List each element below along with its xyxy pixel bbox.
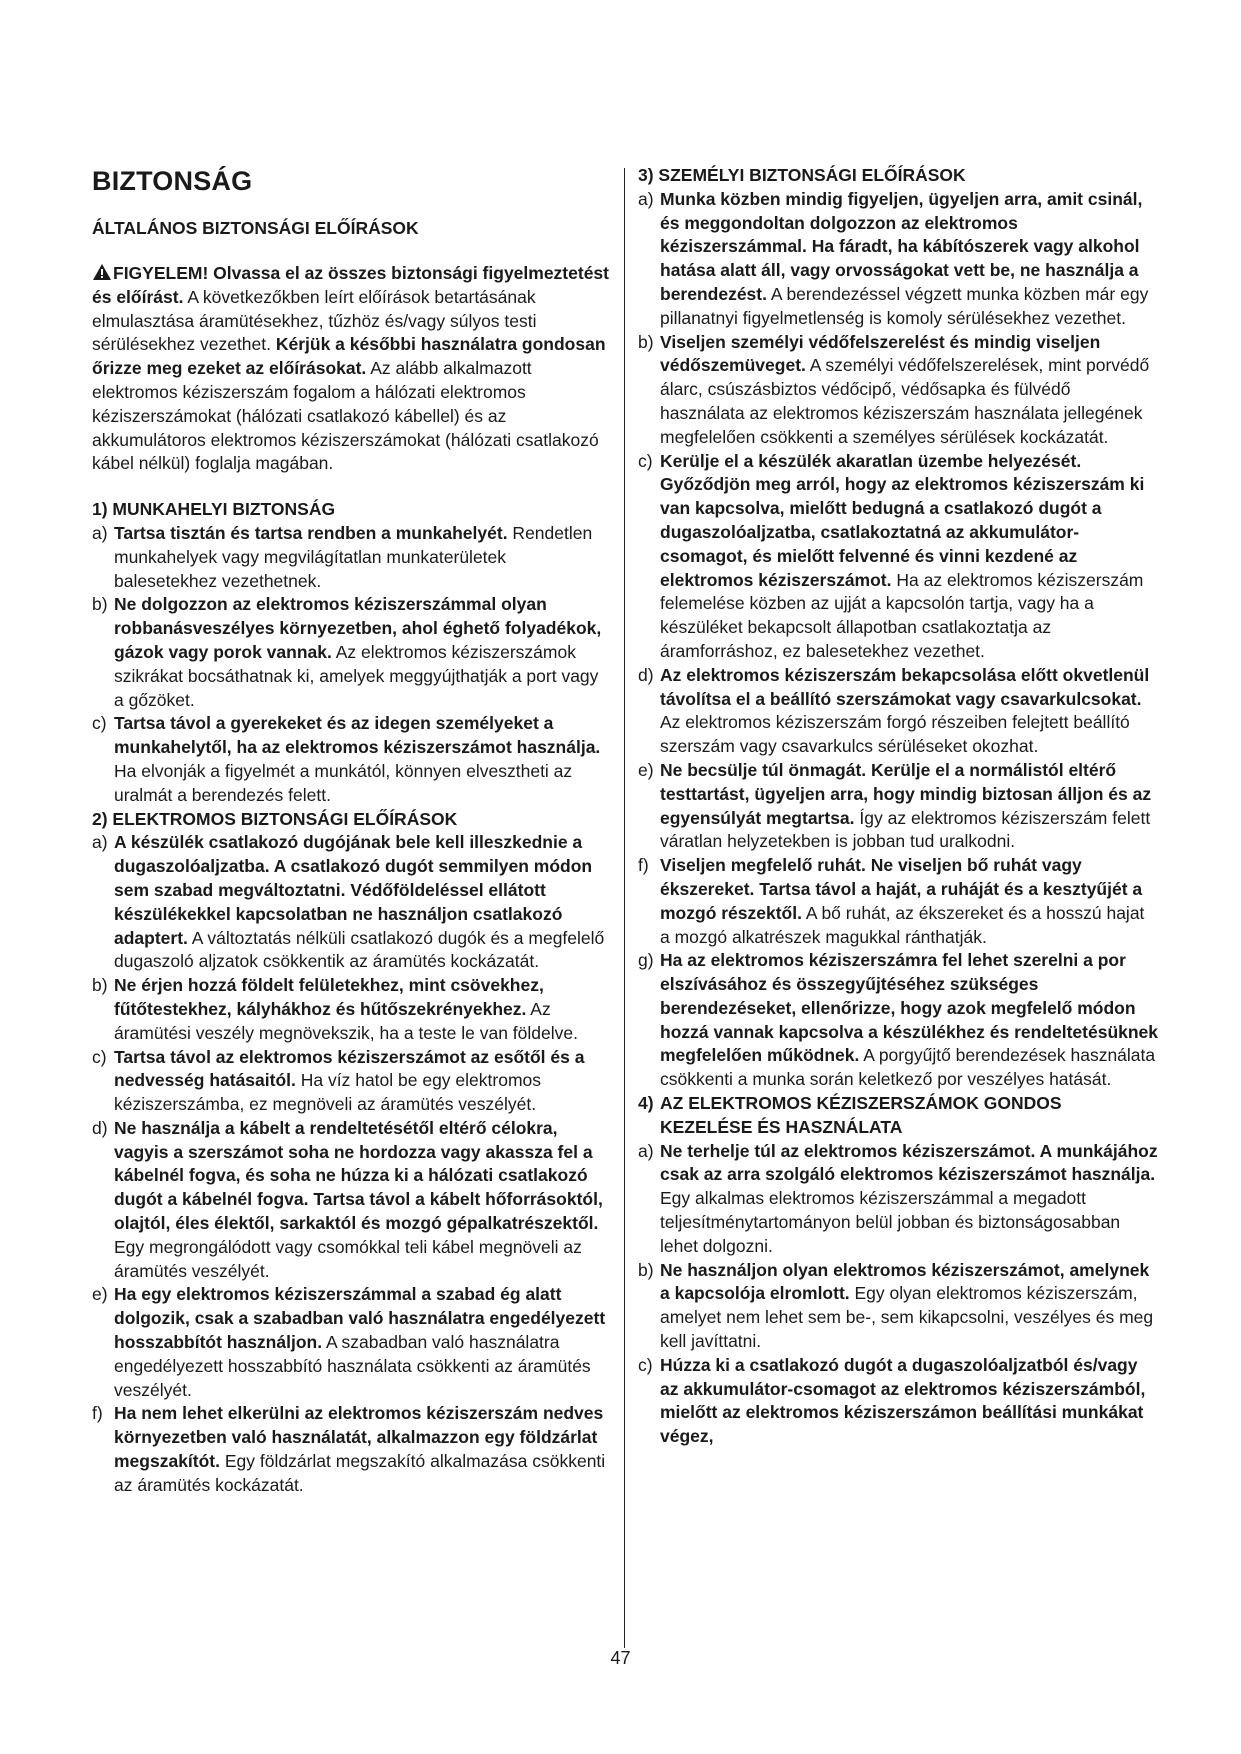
item-normal-text: A változtatás nélküli csatlakozó dugók és a megfelelő dugaszoló aljzatok csökkentik az áramütés kockázatát. xyxy=(114,927,605,972)
item-normal-text: Ha elvonják a figyelmét a munkától, könnyen elvesztheti az uralmát a berendezés felett. xyxy=(114,760,573,805)
item-text xyxy=(660,949,1158,1092)
item-bold-text: Munka közben mindig figyeljen, ügyeljen arra, amit csinál, és meggondoltan dolgozzon az elektromos kéziszerszámmal. Ha fáradt, ha kábítószerek vagy alkohol hatása alatt áll, vagy orvosságokat vett be, ne használja a berendezést. xyxy=(660,188,1143,304)
item-label: e) xyxy=(92,1284,108,1305)
column-divider xyxy=(624,168,625,1648)
item-bold-text: Ne használjon olyan elektromos kéziszerszámot, amelynek a kapcsolója elromlott. xyxy=(660,1259,1150,1304)
list-item xyxy=(638,450,1158,664)
section-2-list xyxy=(92,831,612,1497)
item-text xyxy=(660,664,1158,759)
item-text xyxy=(660,854,1158,949)
item-text xyxy=(114,831,612,974)
item-label: d) xyxy=(92,1117,108,1138)
item-label: f) xyxy=(638,855,649,876)
item-label: a) xyxy=(638,1140,654,1161)
item-bold-text: Viseljen személyi védőfelszerelést és mindig viseljen védőszemüveget. xyxy=(660,331,1101,376)
item-label: d) xyxy=(638,664,654,685)
list-item xyxy=(92,712,612,807)
section-heading-3: 3) SZEMÉLYI BIZTONSÁGI ELŐÍRÁSOK xyxy=(638,165,966,185)
item-normal-text: Az áramütési veszély megnövekszik, ha a teste le van földelve. xyxy=(114,998,578,1043)
section-3-list xyxy=(638,188,1158,1092)
list-item xyxy=(638,188,1158,331)
item-normal-text: Az elektromos kéziszerszám forgó részeiben felejtett beállító szerszám vagy csavarkulcs sérüléseket okozhat. xyxy=(660,712,1130,757)
item-text xyxy=(114,1402,612,1497)
item-text xyxy=(660,450,1158,664)
item-normal-text: A személyi védőfelszerelések, mint porvédő álarc, csúszásbiztos védőcipő, védősapka és fülvédő használata az elektromos kéziszerszám használata jellegének megfelelően csökkenti a személyes sérülések kockázatát. xyxy=(660,355,1150,447)
item-label: a) xyxy=(638,188,654,209)
item-label: a) xyxy=(92,832,108,853)
item-text xyxy=(660,1354,1158,1449)
right-column xyxy=(638,164,1158,1449)
item-label: c) xyxy=(92,713,107,734)
list-item xyxy=(638,1140,1158,1259)
item-bold-text: Ha nem lehet elkerülni az elektromos kéziszerszám nedves környezetben való használatát, alkalmazzon egy földzárlat megszakítót. xyxy=(114,1403,604,1472)
item-text xyxy=(114,1283,612,1402)
item-bold-text: A készülék csatlakozó dugójának bele kell illeszkednie a dugaszolóaljzatba. A csatlakozó dugót semmilyen módon sem szabad megváltoztatni. Védőföldeléssel ellátott készülékekkel kapcsolatban ne használjon csatlakozó adaptert. xyxy=(114,832,593,948)
page-title: BIZTONSÁG xyxy=(92,166,253,196)
item-label: b) xyxy=(638,331,654,352)
list-item xyxy=(638,1354,1158,1449)
item-label: g) xyxy=(638,950,654,971)
item-normal-text: Az elektromos kéziszerszámok szikrákat bocsáthatnak ki, amelyek meggyújthatják a port vagy a gőzöket. xyxy=(114,641,599,710)
item-normal-text: A berendezéssel végzett munka közben már egy pillanatnyi figyelmetlenség is komoly sérülésekhez vezethet. xyxy=(660,283,1149,328)
item-label: c) xyxy=(638,450,653,471)
item-normal-text: Egy alkalmas elektromos kéziszerszámmal a megadott teljesítménytartományon belül jobban és biztonságosabban lehet dolgozni. xyxy=(660,1188,1121,1256)
section-1-list xyxy=(92,522,612,808)
section-4-label: 4) xyxy=(638,1093,654,1114)
item-text xyxy=(114,712,612,807)
item-label: f) xyxy=(92,1403,103,1424)
item-normal-text: A szabadban való használatra engedélyezett hosszabbító használata csökkenti az áramütés veszélyét. xyxy=(114,1332,591,1400)
item-text xyxy=(114,593,612,712)
item-normal-text: Egy olyan elektromos kéziszerszám, amelyet nem lehet sem be-, sem kikapcsolni, veszélyes és meg kell javíttatni. xyxy=(660,1283,1154,1352)
item-bold-text: Ha az elektromos kéziszerszámra fel lehet szerelni a por elszívásához és összegyűjtéséhez szükséges berendezéseket, ellenőrizze, hogy azok megfelelő módon hozzá vannak kapcsolva a készülékhez és rendeltetésüknek megfelelően működnek. xyxy=(660,950,1159,1066)
item-text xyxy=(660,1140,1158,1259)
item-normal-text: A porgyűjtő berendezések használata csökkenti a munka során keletkező por veszélyes hatását. xyxy=(660,1045,1156,1090)
item-normal-text: Rendetlen munkahelyek vagy megvilágítatlan munkaterületek balesetekhez vezethetnek. xyxy=(114,522,593,591)
item-text xyxy=(660,759,1158,854)
item-text xyxy=(114,1117,612,1284)
item-text xyxy=(114,1046,612,1117)
item-normal-text: Egy megrongálódott vagy csomókkal teli kábel megnöveli az áramütés veszélyét. xyxy=(114,1236,582,1281)
item-normal-text: Így az elektromos kéziszerszám felett váratlan helyzetekben is jobban tud uralkodni. xyxy=(660,807,1151,852)
list-item xyxy=(638,854,1158,949)
section-subtitle: ÁLTALÁNOS BIZTONSÁGI ELŐÍRÁSOK xyxy=(92,218,419,238)
warning-text-1: A következőkben leírt előírások betartásának elmulasztása áramütésekhez, tűzhöz és/vagy súlyos testi sérülésekhez vezethet. xyxy=(92,286,537,355)
item-bold-text: Ne dolgozzon az elektromos kéziszerszámmal olyan robbanásveszélyes környezetben, ahol éghető folyadékok, gázok vagy porok vannak. xyxy=(114,594,602,662)
section-4-list xyxy=(638,1140,1158,1449)
list-item xyxy=(638,949,1158,1092)
item-text xyxy=(660,331,1158,450)
item-normal-text: Egy földzárlat megszakító alkalmazása csökkenti az áramütés kockázatát. xyxy=(114,1451,606,1495)
item-bold-text: Ha egy elektromos kéziszerszámmal a szabad ég alatt dolgozik, csak a szabadban való használatra engedélyezett hosszabbítót használjon. xyxy=(114,1284,606,1353)
item-bold-text: Viseljen megfelelő ruhát. Ne viseljen bő ruhát vagy ékszereket. Tartsa távol a haját, a ruháját és a kesztyűjét a mozgó részektől. xyxy=(660,855,1143,923)
section-heading-2: 2) ELEKTROMOS BIZTONSÁGI ELŐÍRÁSOK xyxy=(92,808,458,829)
item-bold-text: Húzza ki a csatlakozó dugót a dugaszolóaljzatból és/vagy az akkumulátor-csomagot az elektromos kéziszerszámból, mielőtt az elektromos kéziszerszámon beállítási munkákat végez, xyxy=(660,1354,1146,1447)
section-heading-1: 1) MUNKAHELYI BIZTONSÁG xyxy=(92,499,336,520)
list-item xyxy=(92,1402,612,1497)
item-normal-text: Ha az elektromos kéziszerszám felemelése közben az ujját a kapcsolón tartja, vagy ha a készüléket bekapcsolt állapotban csatlakoztatja az áramforráshoz, ez balesetekhez vezethet. xyxy=(660,569,1144,661)
item-bold-text: Ne becsülje túl önmagát. Kerülje el a normálistól eltérő testtartást, ügyeljen arra, hogy mindig biztosan álljon és az egyensúlyát megtartsa. xyxy=(660,759,1152,828)
list-item xyxy=(92,593,612,712)
list-item xyxy=(638,759,1158,854)
item-label: b) xyxy=(92,975,108,996)
item-text xyxy=(660,1259,1158,1354)
list-item xyxy=(638,664,1158,759)
item-label: c) xyxy=(92,1046,107,1067)
list-item xyxy=(638,331,1158,450)
item-text xyxy=(114,522,612,593)
warning-bold-1: FIGYELEM! Olvassa el az összes biztonsági figyelmeztetést és előírást. xyxy=(92,263,609,307)
section-heading-4 xyxy=(638,1092,1158,1140)
item-normal-text: Ha víz hatol be egy elektromos kéziszerszámba, ez megnöveli az áramütés veszélyét. xyxy=(114,1070,542,1115)
item-normal-text: A bő ruhát, az ékszereket és a hosszú hajat a mozgó alkatrészek magukkal ránthatják. xyxy=(660,902,1145,947)
list-item xyxy=(92,522,612,593)
list-item xyxy=(92,1283,612,1402)
item-label: c) xyxy=(638,1354,653,1375)
item-label: b) xyxy=(638,1259,654,1280)
item-bold-text: Tartsa tisztán és tartsa rendben a munkahelyét. xyxy=(114,522,508,543)
item-bold-text: Az elektromos kéziszerszám bekapcsolása előtt okvetlenül távolítsa el a beállító szerszámokat vagy csavarkulcsokat. xyxy=(660,664,1150,709)
item-text xyxy=(660,188,1158,331)
section-4-title: AZ ELEKTROMOS KÉZISZERSZÁMOK GONDOS KEZELÉSE ÉS HASZNÁLATA xyxy=(660,1093,1062,1137)
page-number: 47 xyxy=(610,1648,631,1668)
item-text xyxy=(114,974,612,1045)
warning-text-2: Az alább alkalmazott elektromos kéziszerszám fogalom a hálózati elektromos kéziszerszámokat (hálózati csatlakozó kábellel) és az akkumulátoros elektromos kéziszerszámokat (hálózati csatlakozó kábel nélkül) foglalja magában. xyxy=(92,358,599,474)
warning-paragraph xyxy=(92,262,612,476)
list-item xyxy=(92,1046,612,1117)
item-bold-text: Tartsa távol a gyerekeket és az idegen személyeket a munkahelytől, ha az elektromos kéziszerszámot használja. xyxy=(114,713,601,758)
list-item xyxy=(92,831,612,974)
list-item xyxy=(638,1259,1158,1354)
item-label: b) xyxy=(92,594,108,615)
item-bold-text: Ne használja a kábelt a rendeltetésétől eltérő célokra, vagyis a szerszámot soha ne hordozza vagy akassza fel a kábelnél fogva, és soha ne húzza ki a hálózati csatlakozó dugót a kábelnél fogva. Tartsa távol a kábelt hőforrásoktól, olajtól, éles élektől, sarkaktól és mozgó gépalkatrészektől. xyxy=(114,1117,603,1234)
warning-bold-2: Kérjük a későbbi használatra gondosan őrizze meg ezeket az előírásokat. xyxy=(92,334,606,379)
item-label: a) xyxy=(92,522,108,543)
item-bold-text: Tartsa távol az elektromos kéziszerszámot az esőtől és a nedvesség hatásaitól. xyxy=(114,1046,585,1091)
item-bold-text: Ne terhelje túl az elektromos kéziszerszámot. A munkájához csak az arra szolgáló elektromos kéziszerszámot használja. xyxy=(660,1140,1158,1185)
list-item xyxy=(92,1117,612,1284)
item-label: e) xyxy=(638,759,654,780)
item-bold-text: Kerülje el a készülék akaratlan üzembe helyezését. Győződjön meg arról, hogy az elektromos kéziszerszám ki van kapcsolva, mielőtt bedugná a csatlakozó dugót a dugaszolóaljzatba, csatlakoztatná az akkumulátor-csomagot, és mielőtt felvenné és vinni kezdené az elektromos kéziszerszámot. xyxy=(660,450,1145,590)
item-bold-text: Ne érjen hozzá földelt felületekhez, mint csövekhez, fűtőtestekhez, kályhákhoz és hűtőszekrényekhez. xyxy=(114,975,544,1019)
left-column xyxy=(92,164,612,1498)
warning-triangle-icon xyxy=(92,263,112,281)
list-item xyxy=(92,974,612,1045)
